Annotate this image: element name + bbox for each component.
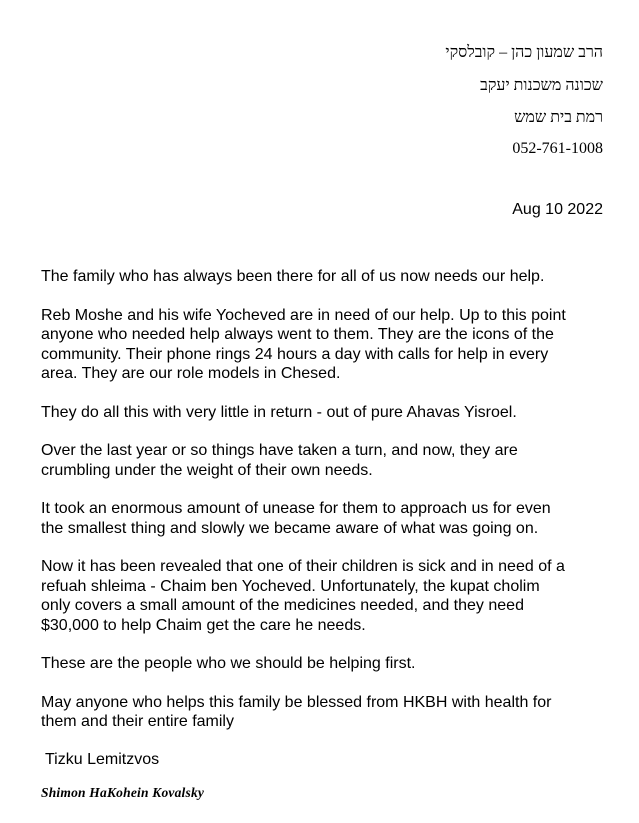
hebrew-name-line: הרב שמעון כהן – קובלסקי xyxy=(445,44,603,61)
paragraph-need: Reb Moshe and his wife Yocheved are in need of our help. Up to this point anyone who needed help always went to them. They are the icons of the community. Their phone rings 24 hours a day with calls for help in every area. They are our role models in Chesed. xyxy=(41,306,566,382)
hebrew-neighborhood-line: שכונה משכנות יעקב xyxy=(480,77,603,94)
paragraph-helping-first: These are the people who we should be helping first. xyxy=(41,655,416,672)
paragraph-turn: Over the last year or so things have taken a turn, and now, they are crumbling under the weight of their own needs. xyxy=(41,442,518,479)
signature: Shimon HaKohein Kovalsky xyxy=(41,785,205,800)
letter-body xyxy=(41,267,611,732)
paragraph-opening: The family who has always been there for all of us now needs our help. xyxy=(41,268,545,285)
paragraph-ahavas-yisroel: They do all this with very little in return - out of pure Ahavas Yisroel. xyxy=(41,403,517,421)
paragraph-unease: It took an enormous amount of unease for them to approach us for even the smallest thing and slowly we became aware of what was going on. xyxy=(41,500,551,537)
letter-date: Aug 10 2022 xyxy=(512,201,603,218)
closing-line: Tizku Lemitzvos xyxy=(45,751,160,768)
paragraph-blessing: May anyone who helps this family be blessed from HKBH with health for them and their entire family xyxy=(41,693,552,730)
hebrew-city-line: רמת בית שמש xyxy=(514,109,603,126)
phone-number: 052-761-1008 xyxy=(512,140,603,157)
paragraph-refuah: Now it has been revealed that one of their children is sick and in need of a refuah shleima - Chaim ben Yocheved. Unfortunately, the kupat cholim only covers a small amount of the medicines needed, and they need $30,000 to help Chaim get the care he needs. xyxy=(41,558,565,634)
